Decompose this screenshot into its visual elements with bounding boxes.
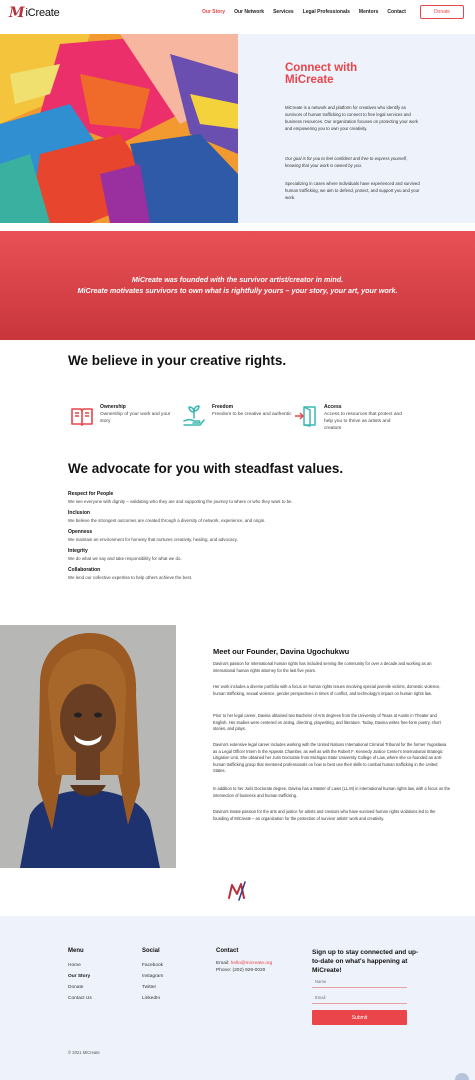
value-desc: We see everyone with dignity – validating who they are and supporting the journey to where or who they want to be.: [68, 499, 293, 504]
value-desc: We believe the strongest outcomes are created through a diversity of network, experience, and origin.: [68, 518, 266, 523]
values-heading: We advocate for you with steadfast values.: [68, 461, 344, 476]
logo[interactable]: [9, 5, 60, 21]
value-item: [68, 566, 408, 581]
feature-ownership: [70, 404, 180, 428]
footer-link-instagram[interactable]: Instagram: [142, 974, 164, 979]
value-item: [68, 528, 408, 543]
hand-plant-icon: [182, 404, 206, 428]
founder-paragraph: Davina's extensive legal career includes working with the United Nations International Criminal Tribunal for the former Yugoslavia as a Legal Officer Intern in the Appeals Chamber, as well as with the Robert F. Kennedy Justice Center's International Strategic Litigation Unit. She obtained her Juris Doctorate from Michigan State University College of Law, where she co-founded an anti-human trafficking group that mentored professionals on how to best use their skills to combat human trafficking in the United States.: [213, 742, 447, 774]
value-title: Openness: [68, 529, 93, 535]
donate-button[interactable]: Donate: [420, 5, 464, 19]
founder-paragraph: Davina's innate passion for the arts and justice for artists and creators who have survived human rights violations led to the founding of MiCreate – an organization for the protection of survivor artists' work and creativity.: [213, 809, 436, 821]
founder-heading: Meet our Founder, Davina Ugochukwu: [213, 647, 350, 656]
name-field[interactable]: [312, 975, 407, 988]
hero-goal-paragraph: Our goal is for you to feel confident and free to express yourself, knowing that your work is owned by you.: [285, 156, 408, 168]
footer-phone: Phone: (202) 929-0020: [216, 968, 266, 973]
signup-heading: Sign up to stay connected and up-to-date on what's happening at MiCreate!: [312, 949, 419, 974]
value-title: Inclusion: [68, 510, 90, 516]
footer-contact-title: Contact: [216, 948, 239, 954]
hero-paragraph: MiCreate is a network and platform for creatives who identify as survivors of human trafficking to connect to free legal services and business resources. Our organization focuses on protecting your work and empowering you to own your creativity.: [285, 105, 419, 131]
feature-title: Access: [324, 404, 342, 410]
logo-mark: M: [9, 5, 25, 21]
value-desc: We do what we say and take responsibility for what we do.: [68, 556, 182, 561]
submit-button[interactable]: Submit: [312, 1010, 407, 1025]
footer-social: [142, 948, 163, 1004]
nav-mentors[interactable]: Mentors: [358, 9, 379, 15]
nav-contact[interactable]: Contact: [387, 9, 406, 15]
nav-legal-professionals[interactable]: Legal Professionals: [302, 9, 350, 15]
site-header: [0, 0, 475, 26]
banner-line-1: MiCreate was founded with the survivor artist/creator in mind.: [131, 275, 344, 284]
footer-link-contact-us[interactable]: Contact Us: [68, 996, 92, 1001]
feature-title: Ownership: [100, 404, 126, 410]
footer-link-our-story[interactable]: Our Story: [68, 974, 91, 979]
founder-paragraph: Prior to her legal career, Davina obtained two Bachelor of Arts degrees from the University of Texas at Austin in Theater and English. Her studies were centered on acting, directing, playwriting, and literature. Today, Davina writes free-form poetry, short stories, and plays.: [213, 713, 441, 732]
feature-freedom: [182, 404, 292, 428]
footer-menu-title: Menu: [68, 948, 84, 954]
value-desc: We lend our collective expertise to help others achieve the best.: [68, 575, 193, 580]
value-title: Integrity: [68, 548, 88, 554]
email-link[interactable]: hello@micreate.org: [230, 961, 273, 966]
believe-heading: We believe in your creative rights.: [68, 353, 287, 368]
email-field[interactable]: [312, 991, 407, 1004]
value-item: [68, 547, 408, 562]
founder-photo: [0, 625, 176, 868]
nav-our-network[interactable]: Our Network: [234, 9, 265, 15]
book-icon: [70, 404, 94, 428]
hero-painting-image: [0, 34, 238, 223]
hero-title: Connect with MiCreate: [285, 62, 358, 86]
footer-link-home[interactable]: Home: [68, 963, 81, 968]
footer-contact: [216, 948, 272, 974]
chat-bubble-icon[interactable]: [455, 1073, 469, 1080]
banner-line-2: MiCreate motivates survivors to own what is rightfully yours – your story, your art, your work.: [77, 285, 398, 295]
main-nav: [202, 9, 406, 15]
feature-title: Freedom: [212, 404, 234, 410]
footer-menu: [68, 948, 92, 1004]
value-title: Collaboration: [68, 567, 101, 573]
logo-text: iCreate: [25, 7, 60, 19]
footer-link-linkedin[interactable]: LinkedIn: [142, 996, 161, 1001]
door-enter-icon: [294, 404, 318, 428]
founder-paragraph: Davina's passion for international human rights has included serving the community for over a decade and working as an international human rights attorney for the last five years.: [213, 661, 432, 673]
feature-desc: Freedom to be creative and authentic: [212, 412, 292, 417]
footer-link-twitter[interactable]: Twitter: [142, 985, 157, 990]
footer-link-donate[interactable]: Donate: [68, 985, 84, 990]
nav-our-story[interactable]: Our Story: [202, 9, 226, 15]
founder-paragraph: Her work includes a diverse portfolio with a focus on human rights issues involving special juvenile victims, domestic violence, human trafficking, sexual violence, gender perspectives in times of conflict, and technology's impact on human rights law.: [213, 684, 441, 696]
hero-specializing-paragraph: Specializing in cases where individuals have experienced and survived human trafficking, we aim to defend, protect, and support you and your work.: [285, 181, 420, 200]
mission-banner-text: [0, 275, 475, 296]
email-label: Email:: [216, 961, 230, 966]
nav-services[interactable]: Services: [273, 9, 294, 15]
value-item: [68, 509, 408, 524]
footer-email-line: [216, 960, 272, 967]
feature-desc: Ownership of your work and your story: [100, 412, 171, 424]
feature-access: [294, 404, 404, 432]
micreate-logo-mark-icon: [226, 880, 250, 902]
footer-link-facebook[interactable]: Facebook: [142, 963, 164, 968]
feature-desc: Access to resources that protect and help you to thrive as artists and creators: [324, 412, 402, 431]
value-desc: We maintain an environment for honesty that nurtures creativity, healing, and advocacy.: [68, 537, 238, 542]
footer-social-title: Social: [142, 948, 160, 954]
copyright-text: © 2021 MiCreate: [68, 1050, 100, 1055]
value-item: [68, 490, 408, 505]
value-title: Respect for People: [68, 491, 114, 497]
founder-paragraph: In addition to her Juris Doctorate degree, Davina has a Master of Laws (LL.M) in international human rights law, with a focus on the intersection of business and human trafficking.: [213, 786, 451, 798]
